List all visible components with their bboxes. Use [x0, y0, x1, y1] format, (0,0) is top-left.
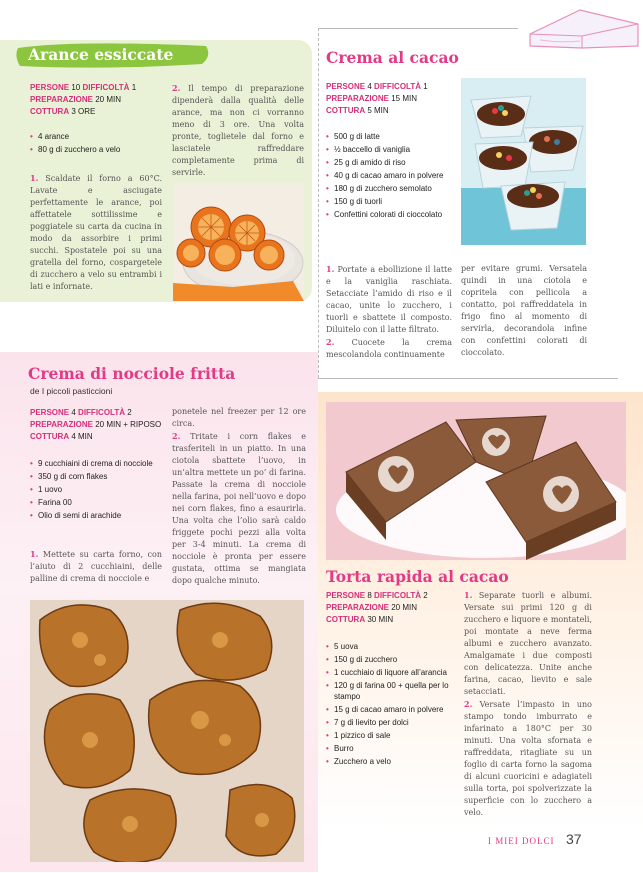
ingredient-item: • 9 cucchiaini di crema di nocciole — [30, 458, 162, 469]
arance-step1 — [30, 172, 162, 293]
persone-label: PERSONE — [326, 82, 366, 91]
vertical-divider — [318, 28, 319, 378]
preparazione-value: 20 MIN — [95, 95, 121, 104]
step-text: Mettete su carta forno, con l’aiuto di 2 cucchiaini, delle palline di crema di nocciole e — [30, 550, 162, 583]
ingredient-item: • 1 pizzico di sale — [326, 730, 456, 741]
cottura-label: COTTURA — [30, 432, 70, 441]
step-text: Versate l’impasto in uno stampo tondo imburrato e infarinato a 180°C per 30 minuti. Una volta sfornata e raffreddata, ritagliate su un foglio di carta forno la sagoma di alcuni cuoricini e adagiateli sulla torta, poi spolverizzate la superficie con lo zucchero a velo. — [464, 700, 592, 817]
crema-cacao-title: Crema al cacao — [326, 48, 459, 67]
step-text: Cuocete la crema mescolandola continuamente — [326, 338, 453, 359]
cottura-label: COTTURA — [30, 107, 70, 116]
crema-cacao-step1 — [326, 263, 452, 361]
chocolate-cream-photo — [461, 78, 586, 245]
torta-title: Torta rapida al cacao — [326, 567, 509, 586]
difficolta-label: DIFFICOLTÀ — [374, 591, 421, 600]
persone-label: PERSONE — [30, 408, 70, 417]
ingredient-item: • 150 g di tuorli — [326, 196, 454, 207]
ingredient-item: • Confettini colorati di cioccolato — [326, 209, 454, 220]
torta-steps — [464, 589, 592, 819]
preparazione-value: 20 MIN + RIPOSO — [95, 420, 162, 429]
persone-label: PERSONE — [326, 591, 366, 600]
ingredient-item: • 5 uova — [326, 641, 456, 652]
step-text: Il tempo di preparazione dipenderà dalla qualità delle arance, ma non ci vorranno meno di 3 ore. Una volta pronte, toglietele dal forno e lasciatele raffreddare completamente prima di servirle. — [172, 84, 304, 177]
step-text: Portate a ebollizione il latte e la vaniglia raschiata. Setacciate l’amido di riso e il cacao, unite lo zucchero, i tuorli e sbattete il composto. Diluitelo con il latte filtrato. — [326, 265, 453, 334]
preparazione-label: PREPARAZIONE — [30, 420, 93, 429]
difficolta-label: DIFFICOLTÀ — [78, 408, 125, 417]
ingredient-item: • Olio di semi di arachide — [30, 510, 162, 521]
step-number: 2. — [172, 431, 181, 441]
preparazione-value: 15 MIN — [391, 94, 417, 103]
nocciole-step2 — [172, 406, 306, 587]
ingredient-item: • 40 g di cacao amaro in polvere — [326, 170, 454, 181]
crema-cacao-continuation — [461, 263, 587, 359]
ingredient-item: • 1 cucchiaio di liquore all’arancia — [326, 667, 456, 678]
cottura-label: COTTURA — [326, 106, 366, 115]
persone-value: 10 — [71, 83, 81, 92]
difficolta-value: 1 — [423, 82, 428, 91]
step-number: 1. — [30, 173, 39, 183]
ingredient-item: • 500 g di latte — [326, 131, 454, 142]
nocciole-step1 — [30, 548, 162, 585]
persone-value: 4 — [71, 408, 76, 417]
ingredient-item: • 350 g di corn flakes — [30, 471, 162, 482]
ingredient-item: • 150 g di zucchero — [326, 654, 456, 665]
step-text: Scaldate il forno a 60°C. Lavate e asciugate perfettamente le arance, poi affettatele sottilissime e poggiatele su carta da cucina in modo da assorbire i primi succhi. Spostatele poi su una gratella del forno, cospargetele di zucchero a velo su entrambi i lati e infornate. — [30, 174, 162, 291]
crema-cacao-meta — [326, 81, 456, 117]
difficolta-value: 2 — [423, 591, 428, 600]
nocciole-meta — [30, 407, 170, 443]
nocciole-ingredients — [30, 458, 162, 523]
ingredient-item: • 80 g di zucchero a velo — [30, 144, 165, 155]
preparazione-label: PREPARAZIONE — [326, 94, 389, 103]
persone-value: 8 — [367, 591, 372, 600]
arance-title: Arance essiccate — [28, 45, 174, 64]
ingredient-item: • Burro — [326, 743, 456, 754]
ingredient-item: • 25 g di amido di riso — [326, 157, 454, 168]
step-text: per evitare grumi. Versatela quindi in una ciotola e copritela con pellicola a contatto, poi raffreddatela in frigo fino al momento di servirla, decorandola infine con confettini colorati di cioccolato. — [461, 264, 587, 357]
step-number: 2. — [326, 337, 335, 347]
step-number: 2. — [464, 699, 473, 709]
nocciole-subtitle: de I piccoli pasticcioni — [30, 386, 113, 396]
cottura-value: 30 MIN — [367, 615, 394, 624]
step-number: 1. — [30, 549, 39, 559]
ingredient-item: • 15 g di cacao amaro in polvere — [326, 704, 456, 715]
magazine-name: I MIEI DOLCI — [488, 836, 555, 846]
ingredient-item: • Zucchero a velo — [326, 756, 456, 767]
step-number: 1. — [326, 264, 335, 274]
horizontal-divider — [318, 28, 518, 29]
ingredient-item: • 7 g di lievito per dolci — [326, 717, 456, 728]
arance-step2 — [172, 82, 304, 179]
ingredient-item: • ½ baccello di vaniglia — [326, 144, 454, 155]
preparazione-value: 20 MIN — [391, 603, 417, 612]
difficolta-label: DIFFICOLTÀ — [82, 83, 130, 92]
difficolta-label: DIFFICOLTÀ — [374, 82, 421, 91]
cottura-value: 5 MIN — [367, 106, 389, 115]
fried-hazelnut-cream-photo — [30, 600, 304, 862]
preparazione-label: PREPARAZIONE — [326, 603, 389, 612]
persone-label: PERSONE — [30, 83, 70, 92]
torta-meta — [326, 590, 456, 626]
step-number: 2. — [172, 83, 181, 93]
ingredient-item: • 120 g di farina 00 + quella per lo stampo — [326, 680, 456, 702]
arance-meta — [30, 82, 170, 118]
cottura-label: COTTURA — [326, 615, 366, 624]
ingredient-item: • 180 g di zucchero semolato — [326, 183, 454, 194]
cottura-value: 4 MIN — [71, 432, 93, 441]
dried-oranges-photo — [173, 183, 304, 301]
persone-value: 4 — [367, 82, 372, 91]
step-number: 1. — [464, 590, 473, 600]
torta-ingredients — [326, 641, 456, 769]
cottura-value: 3 ORE — [71, 107, 96, 116]
ingredient-item: • 4 arance — [30, 131, 165, 142]
preparazione-label: PREPARAZIONE — [30, 95, 93, 104]
arance-ingredients — [30, 131, 165, 157]
step-text: ponetele nel freezer per 12 ore circa. — [172, 407, 306, 428]
step-text: Tritate i corn flakes e trasferiteli in un piatto. In una ciotola sbattete l’uovo, in un’altra mettete un po’ di farina. Passate la crema di nocciole nella farina, poi nell’uovo e dopo nei corn flakes, fino a esaurirla. Una volta che l’olio sarà caldo friggete pochi pezzi alla volta per 3-4 minuti. La crema di nocciole è pronta per essere gustata, ottima se mangiata dopo qualche minuto. — [172, 432, 307, 585]
difficolta-value: 1 — [131, 83, 137, 92]
decorative-cake-sketch — [520, 0, 643, 50]
ingredient-item: • Farina 00 — [30, 497, 162, 508]
cocoa-cake-photo — [326, 402, 626, 560]
crema-cacao-ingredients — [326, 131, 454, 222]
difficolta-value: 2 — [127, 408, 132, 417]
page-number: 37 — [566, 831, 582, 847]
nocciole-title: Crema di nocciole fritta — [28, 364, 236, 383]
horizontal-divider-mid — [318, 378, 618, 379]
step-text: Separate tuorli e albumi. Versate sui primi 120 g di zucchero e liquore e montateli, poi montate a neve ferma albumi e zucchero avanzato. Amalgamate i due composti con delicatezza. Unite anche farina, cacao, lievito e sale setacciati. — [464, 591, 592, 696]
ingredient-item: • 1 uovo — [30, 484, 162, 495]
